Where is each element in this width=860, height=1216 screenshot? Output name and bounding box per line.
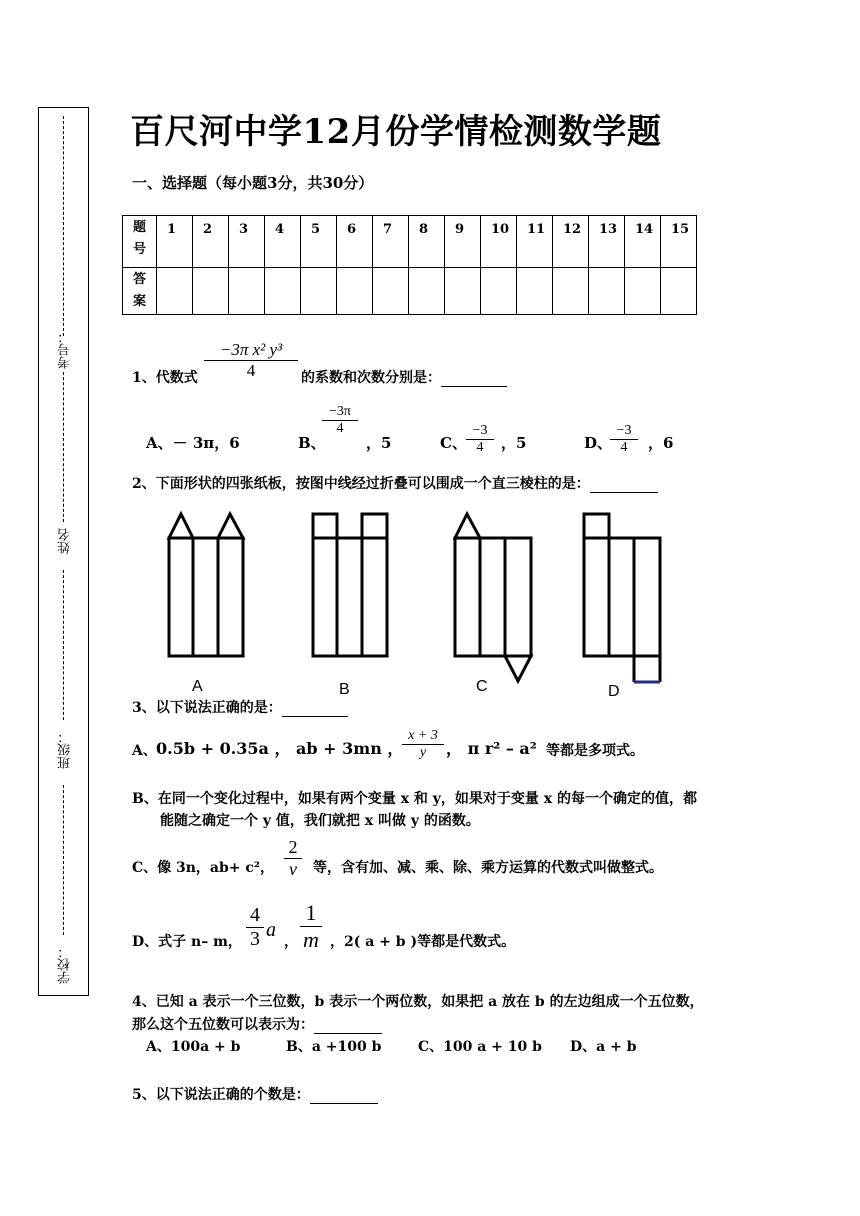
- q1-option-c-tail: ，5: [501, 434, 527, 452]
- q3-a-part3: 等都是多项式。: [546, 743, 644, 759]
- row-header-char: 号: [132, 242, 146, 257]
- q4-line2: [132, 1014, 382, 1034]
- q1-option-b-label: B、: [298, 434, 326, 452]
- frac-den: m: [303, 927, 319, 952]
- net-b: [313, 514, 387, 656]
- xingming-label: 姓名: [58, 528, 73, 554]
- frac-num: 1: [305, 900, 317, 925]
- question-number: 14: [625, 216, 661, 268]
- q4-answer-blank[interactable]: [314, 1019, 382, 1034]
- net-c-triangle: [505, 656, 531, 681]
- section-heading: 一、选择题（每小题3分，共30分）: [132, 174, 374, 192]
- q1-suffix: [301, 367, 507, 387]
- q5-answer-blank[interactable]: [310, 1089, 378, 1104]
- question-number: 10: [481, 216, 517, 268]
- q3-answer-blank[interactable]: [282, 702, 348, 717]
- question-number: 12: [553, 216, 589, 268]
- q5-text: [132, 1084, 378, 1104]
- q1-frac-den: 4: [246, 361, 256, 380]
- question-number: 4: [265, 216, 301, 268]
- question-number: 2: [193, 216, 229, 268]
- q3-b-line2: 能随之确定一个 y 值，我们就把 x 叫做 y 的函数。: [160, 813, 480, 829]
- q1-prefix: 1、代数式: [132, 370, 198, 386]
- answer-cell[interactable]: [661, 268, 697, 315]
- page-title: 百尺河中学12月份学情检测数学题: [130, 112, 662, 152]
- answer-cell[interactable]: [589, 268, 625, 315]
- q4-option-c: C、100 a + 10 b: [418, 1039, 542, 1055]
- question-number: 3: [229, 216, 265, 268]
- q1-option-b-tail: ，5: [366, 434, 392, 452]
- frac-num: 4: [250, 904, 260, 926]
- q4-option-d: D、a + b: [570, 1039, 637, 1055]
- answer-cell[interactable]: [409, 268, 445, 315]
- q3-c-part2: 等，含有加、减、乘、除、乘方运算的代数式叫做整式。: [313, 860, 663, 876]
- frac-num: −3π: [329, 404, 351, 419]
- question-number: 1: [157, 216, 193, 268]
- q3-d-comma: ，: [284, 934, 298, 950]
- q3-d-fraction-2: [300, 900, 322, 953]
- answer-cell[interactable]: [553, 268, 589, 315]
- question-number: 7: [373, 216, 409, 268]
- q3-text: [132, 697, 348, 717]
- frac-den: v: [289, 859, 297, 879]
- frac-den: 3: [250, 928, 260, 950]
- q3-d-var: a: [266, 919, 276, 941]
- q1-option-b-fraction: [322, 404, 358, 437]
- frac-num: x + 3: [408, 728, 438, 743]
- frac-den: 4: [336, 421, 344, 436]
- answer-cell[interactable]: [157, 268, 193, 315]
- q1-option-c-label: C、: [440, 434, 467, 452]
- net-a: [169, 514, 243, 656]
- table-row: [123, 268, 697, 315]
- q4-line2-text: 那么这个五位数可以表示为：: [132, 1017, 314, 1033]
- q3-a-label: A、: [132, 743, 157, 759]
- q1-frac-num: −3π x² y³: [219, 340, 283, 359]
- q1-answer-blank[interactable]: [441, 372, 507, 387]
- net-b-body: [313, 538, 387, 656]
- q2-answer-blank[interactable]: [590, 478, 658, 493]
- net-c-triangle: [455, 514, 480, 538]
- binding-line: [63, 116, 64, 336]
- net-a-body: [169, 538, 243, 656]
- answer-cell[interactable]: [193, 268, 229, 315]
- net-label-d: D: [608, 683, 620, 700]
- xuexiao-label: 学校：: [58, 945, 73, 984]
- row-header-char: 题: [132, 220, 146, 235]
- q5-text-body: 5、以下说法正确的个数是：: [132, 1087, 310, 1103]
- q3-d-part1: D、式子 n– m，: [132, 934, 242, 950]
- binding-line: [63, 570, 64, 720]
- binding-line: [63, 372, 64, 522]
- answer-cell[interactable]: [229, 268, 265, 315]
- answer-table: [122, 215, 697, 315]
- question-number: 15: [661, 216, 697, 268]
- q1-option-c-fraction: [466, 423, 494, 456]
- answer-cell[interactable]: [373, 268, 409, 315]
- row-header: [123, 268, 157, 315]
- question-number: 9: [445, 216, 481, 268]
- frac-den: 4: [476, 440, 484, 455]
- q1-option-d-label: D、: [584, 434, 613, 452]
- net-label-c: C: [476, 678, 488, 695]
- answer-cell[interactable]: [481, 268, 517, 315]
- question-number: 13: [589, 216, 625, 268]
- frac-num: −3: [472, 423, 488, 438]
- q1-suffix-text: 的系数和次数分别是：: [301, 370, 441, 386]
- frac-den: 4: [620, 440, 628, 455]
- q4-option-b: B、a +100 b: [286, 1039, 382, 1055]
- banji-label: 班级：: [58, 730, 73, 769]
- q4-option-a: A、100a + b: [146, 1039, 241, 1055]
- q4-line1: 4、已知 a 表示一个三位数，b 表示一个两位数，如果把 a 放在 b 的左边组成一个五位数，: [132, 994, 704, 1010]
- answer-cell[interactable]: [265, 268, 301, 315]
- net-label-a: A: [192, 678, 203, 695]
- net-b-square: [313, 514, 337, 538]
- answer-cell[interactable]: [337, 268, 373, 315]
- q1-option-d-fraction: [610, 423, 638, 456]
- net-d: [584, 514, 660, 682]
- q3-d-fraction-1: [246, 904, 264, 951]
- row-header: [123, 216, 157, 268]
- answer-cell[interactable]: [517, 268, 553, 315]
- q1-option-a: A、－ 3π，6: [146, 434, 240, 452]
- row-header-char: 案: [132, 294, 146, 309]
- question-number: 11: [517, 216, 553, 268]
- q3-a-part2: ， π r² – a²: [446, 739, 537, 758]
- binding-line: [63, 785, 64, 935]
- question-number: 6: [337, 216, 373, 268]
- table-row: [123, 216, 697, 268]
- net-a-triangle: [218, 514, 243, 538]
- frac-den: y: [419, 745, 427, 760]
- q2-text-body: 2、下面形状的四张纸板，按图中线经过折叠可以围成一个直三棱柱的是：: [132, 476, 590, 492]
- q3-c-fraction: [284, 837, 302, 880]
- q2-text: [132, 473, 658, 493]
- row-header-char: 答: [132, 272, 146, 287]
- net-c-body: [455, 538, 531, 656]
- q2-nets-figure: [150, 505, 690, 705]
- question-number: 5: [301, 216, 337, 268]
- frac-num: 2: [288, 837, 298, 857]
- q1-fraction: [204, 340, 298, 381]
- answer-cell[interactable]: [445, 268, 481, 315]
- net-c: [455, 514, 531, 681]
- answer-cell[interactable]: [625, 268, 661, 315]
- q3-a-fraction: [402, 728, 444, 761]
- q3-c-part1: C、像 3n，ab+ c²，: [132, 860, 275, 876]
- net-b-square: [362, 514, 387, 538]
- net-d-body: [584, 538, 660, 656]
- net-label-b: B: [339, 681, 350, 698]
- net-d-square: [584, 514, 609, 538]
- q3-b-line1: B、在同一个变化过程中，如果有两个变量 x 和 y，如果对于变量 x 的每一个确定的值，都: [132, 791, 698, 807]
- q1-option-d-tail: ，6: [648, 434, 674, 452]
- q3-text-body: 3、以下说法正确的是：: [132, 700, 282, 716]
- net-a-triangle: [169, 514, 193, 538]
- answer-cell[interactable]: [301, 268, 337, 315]
- frac-num: −3: [616, 423, 632, 438]
- question-number: 8: [409, 216, 445, 268]
- kaohao-label: 考号：: [58, 330, 73, 369]
- q3-d-part2: ，2( a + b )等都是代数式。: [330, 934, 516, 950]
- q3-a-part1: 0.5b + 0.35a ， ab + 3mn ，: [156, 739, 404, 758]
